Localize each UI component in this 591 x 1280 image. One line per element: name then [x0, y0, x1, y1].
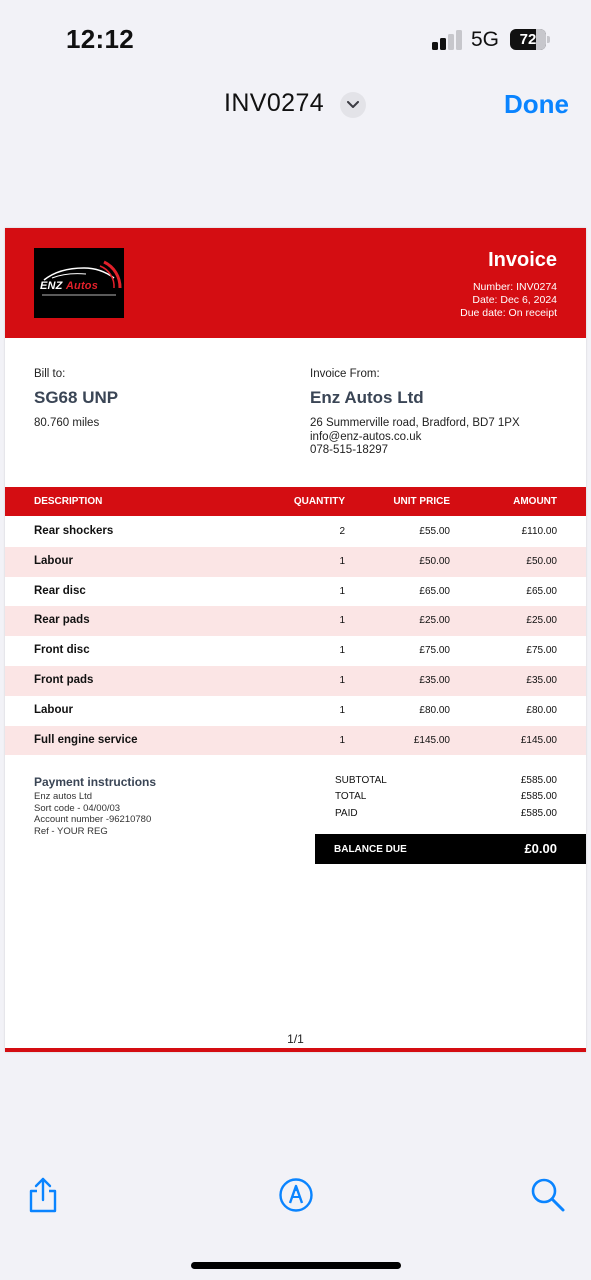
invoice-date: Date: Dec 6, 2024 — [472, 294, 557, 306]
bill-to-mileage: 80.760 miles — [34, 417, 100, 429]
item-unit-price: £55.00 — [419, 526, 450, 537]
home-indicator[interactable] — [191, 1262, 401, 1269]
payment-line: Enz autos Ltd — [34, 791, 93, 802]
item-unit-price: £35.00 — [419, 674, 450, 686]
item-amount: £80.00 — [526, 704, 557, 716]
item-description: Labour — [34, 703, 73, 716]
invoice-from-name: Enz Autos Ltd — [310, 388, 424, 407]
item-amount: £35.00 — [526, 674, 557, 686]
item-amount: £110.00 — [521, 526, 557, 537]
chevron-down-icon — [347, 101, 359, 109]
item-quantity: 1 — [339, 555, 345, 567]
company-logo — [34, 248, 124, 318]
item-quantity: 1 — [339, 615, 345, 627]
balance-due-bar — [315, 834, 586, 864]
item-quantity: 1 — [339, 585, 345, 597]
bill-to-name: SG68 UNP — [34, 388, 119, 407]
invoice-due-date: Due date: On receipt — [460, 307, 557, 319]
payment-line: Sort code - 04/00/03 — [34, 802, 121, 814]
col-unit-price: UNIT PRICE — [393, 496, 450, 507]
paid-label: PAID — [335, 808, 358, 819]
col-quantity: QUANTITY — [293, 496, 345, 507]
payment-instructions-title: Payment instructions — [34, 775, 157, 789]
bill-to-label: Bill to: — [34, 368, 66, 380]
col-description: DESCRIPTION — [34, 496, 103, 507]
invoice-from-details — [310, 417, 520, 458]
logo-text: ENZ Autos — [40, 280, 99, 292]
network-type: 5G — [471, 28, 500, 51]
item-quantity: 2 — [339, 526, 345, 537]
table-row — [5, 666, 586, 696]
item-amount: £65.00 — [526, 585, 557, 597]
from-email: info@enz-autos.co.uk — [310, 430, 422, 443]
table-row — [5, 547, 586, 577]
invoice-heading: Invoice — [488, 249, 557, 271]
balance-due-label: BALANCE DUE — [334, 844, 407, 855]
payment-line: Account number -96210780 — [34, 814, 152, 825]
item-amount: £25.00 — [526, 615, 557, 627]
battery-icon — [510, 29, 550, 50]
item-unit-price: £80.00 — [419, 704, 450, 716]
invoice-from-label: Invoice From: — [310, 368, 380, 380]
total-label: TOTAL — [335, 791, 367, 802]
markup-button[interactable] — [278, 1177, 314, 1213]
total-value: £585.00 — [520, 791, 557, 802]
item-description: Labour — [34, 554, 73, 567]
item-description: Rear disc — [34, 584, 86, 597]
item-quantity: 1 — [339, 734, 345, 746]
invoice-number: Number: INV0274 — [472, 281, 557, 293]
item-description: Front pads — [34, 673, 94, 686]
item-unit-price: £50.00 — [419, 555, 450, 567]
footer-rule — [5, 1048, 586, 1052]
item-description: Rear shockers — [34, 525, 114, 537]
item-description: Rear pads — [34, 614, 90, 627]
invoice-page — [5, 228, 586, 1052]
table-row — [5, 696, 586, 726]
table-row — [5, 517, 586, 547]
status-time: 12:12 — [66, 24, 134, 54]
item-unit-price: £145.00 — [413, 734, 450, 746]
item-unit-price: £75.00 — [419, 645, 450, 657]
table-row — [5, 606, 586, 636]
share-button[interactable] — [25, 1176, 61, 1212]
item-unit-price: £65.00 — [419, 585, 450, 597]
invoice-meta — [460, 281, 557, 320]
item-description: Full engine service — [34, 733, 138, 746]
col-amount: AMOUNT — [513, 496, 557, 507]
title-menu-button[interactable] — [340, 92, 366, 118]
done-button[interactable]: Done — [504, 89, 569, 119]
item-quantity: 1 — [339, 704, 345, 716]
item-amount: £75.00 — [526, 645, 557, 657]
cellular-signal-icon — [432, 30, 464, 50]
subtotal-value: £585.00 — [520, 775, 557, 786]
from-phone: 078-515-18297 — [310, 444, 389, 456]
item-quantity: 1 — [339, 674, 345, 686]
item-description: Front disc — [34, 644, 90, 657]
items-table-header — [5, 487, 586, 516]
status-bar — [0, 0, 591, 80]
invoice-header — [5, 228, 586, 338]
items-table-body — [5, 517, 586, 755]
battery-level: 72 — [519, 31, 537, 48]
document-title[interactable]: INV0274 — [224, 89, 325, 117]
item-amount: £145.00 — [520, 734, 557, 746]
payment-instructions — [34, 791, 151, 837]
subtotal-label: SUBTOTAL — [335, 775, 387, 786]
table-row — [5, 577, 586, 607]
paid-value: £585.00 — [520, 808, 557, 819]
payment-line: Ref - YOUR REG — [34, 825, 108, 837]
item-unit-price: £25.00 — [419, 615, 450, 627]
search-icon — [530, 1177, 566, 1213]
item-amount: £50.00 — [526, 555, 557, 567]
search-button[interactable] — [530, 1177, 566, 1213]
table-row — [5, 726, 586, 756]
from-address: 26 Summerville road, Bradford, BD7 1PX — [310, 417, 520, 429]
markup-icon — [278, 1177, 314, 1213]
table-row — [5, 636, 586, 666]
share-icon — [25, 1176, 61, 1214]
page-indicator: 1/1 — [287, 1032, 304, 1046]
item-quantity: 1 — [339, 645, 345, 657]
balance-due-value: £0.00 — [524, 841, 557, 856]
